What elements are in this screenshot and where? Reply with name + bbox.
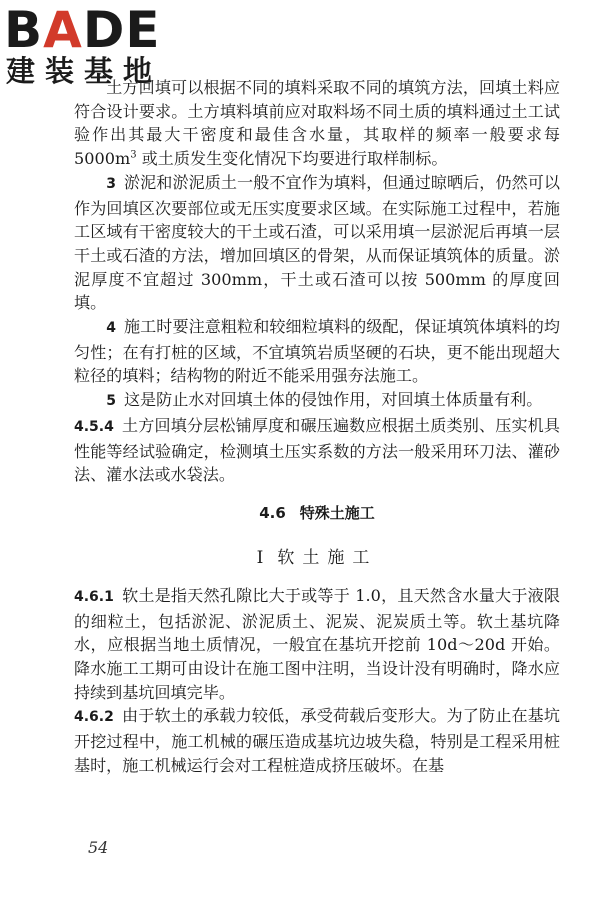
clause-4-6-1 (74, 584, 560, 705)
item-number: 3 (106, 175, 116, 192)
logo-chinese-name: 建装基地 (6, 54, 163, 88)
clause-number: 4.6.1 (74, 588, 114, 605)
subsection-heading (74, 546, 560, 570)
subsection-title-text: 软土施工 (277, 547, 378, 568)
logo-letter-b: B (4, 1, 44, 59)
item-text: 施工时要注意粗粒和较细粒填料的级配，保证填筑体填料的均匀性；在有打桩的区域，不宜填筑岩质坚硬的石块，更不能出现超大粒径的填料；结构物的附近不能采用强夯法施工。 (74, 317, 560, 386)
item-3 (74, 171, 560, 315)
clause-text: 软土是指天然孔隙比大于或等于 1.0，且天然含水量大于液限的细粒土，包括淤泥、淤泥质土、泥炭、泥炭质土等。软土基坑降水，应根据当地土质情况，一般宜在基坑开挖前 10d～20d 开始。降水施工工期可由设计在施工图中注明，当设计没有明确时，降水应持续到基坑回填完毕。 (74, 585, 560, 702)
item-text: 淤泥和淤泥质土一般不宜作为填料，但通过晾晒后，仍然可以作为回填区次要部位或无压实度要求区域。在实际施工过程中，若施工区域有干密度较大的干土或石渣，可以采用填一层淤泥后再填一层干土或石渣的方法，增加回填区的骨架，从而保证填筑体的质量。淤泥厚度不宜超过 300mm，干土或石渣可以按 500mm 的厚度回填。 (74, 172, 560, 313)
item-5 (74, 388, 560, 414)
page-body (74, 76, 560, 778)
item-number: 4 (106, 320, 116, 337)
logo-letter-a: A (43, 1, 83, 59)
paragraph-text: 土方回填可以根据不同的填料采取不同的填筑方法，回填土料应符合设计要求。土方填料填前应对取料场不同土质的填料通过土工试验作出其最大干密度和最佳含水量，其取样的频率一般要求每 5000m (74, 78, 560, 169)
item-4 (74, 315, 560, 388)
subsection-roman-numeral: Ⅰ (256, 547, 264, 568)
logo-wordmark (4, 2, 161, 58)
paragraph-text-tail: 或土质发生变化情况下均要进行取样制标。 (136, 149, 448, 169)
clause-number: 4.5.4 (74, 418, 114, 435)
superscript-3: 3 (130, 149, 137, 161)
item-text: 这是防止水对回填土体的侵蚀作用，对回填土体质量有利。 (123, 390, 543, 410)
logo-letters-de: DE (82, 1, 161, 59)
section-number: 4.6 (259, 503, 286, 522)
clause-number: 4.6.2 (74, 709, 114, 726)
clause-4-5-4 (74, 414, 560, 487)
clause-text: 由于软土的承载力较低，承受荷载后变形大。为了防止在基坑开挖过程中，施工机械的碾压造成基坑边坡失稳，特别是工程采用桩基时，施工机械运行会对工程桩造成挤压破坏。在基 (74, 706, 560, 775)
page-number: 54 (88, 838, 109, 857)
clause-4-6-2 (74, 704, 560, 777)
clause-text: 土方回填分层松铺厚度和碾压遍数应根据土质类别、压实机具性能等经试验确定，检测填土压实系数的方法一般采用环刀法、灌砂法、灌水法或水袋法。 (74, 415, 560, 485)
item-number: 5 (106, 393, 116, 410)
paragraph-backfill-method (74, 76, 560, 171)
section-heading (74, 502, 560, 524)
section-title-text: 特殊土施工 (299, 503, 375, 522)
